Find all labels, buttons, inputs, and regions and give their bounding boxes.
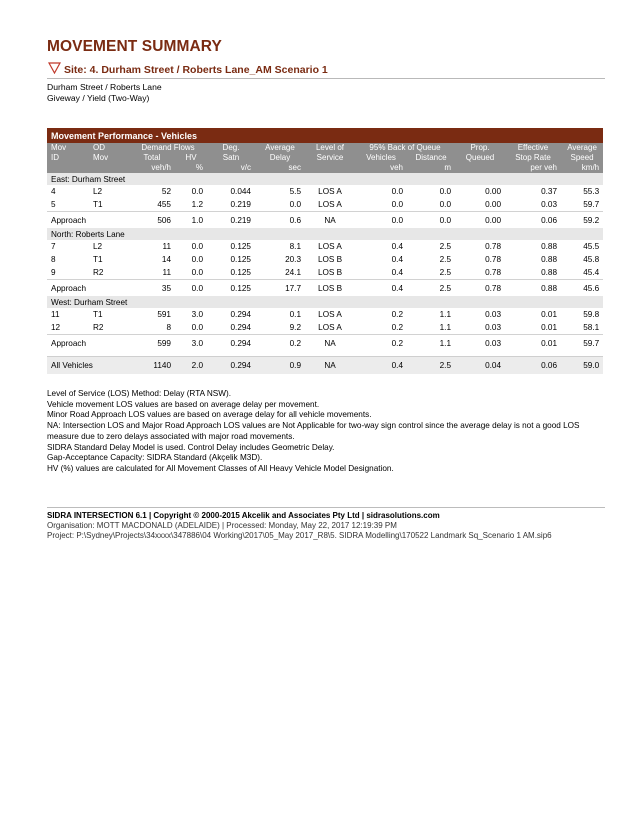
column-header-main: Delay [255, 153, 305, 163]
table-cell: 0.9 [255, 357, 305, 375]
column-header-main: Distance [407, 153, 455, 163]
table-cell: 3.0 [191, 310, 203, 319]
table-cell: 11 [51, 310, 60, 319]
column-header-main: Queued [455, 153, 505, 163]
table-cell: 45.5 [583, 242, 600, 251]
table-cell: NA [305, 357, 355, 375]
column-header-top: Mov [47, 143, 89, 153]
table-cell: 2.5 [439, 242, 451, 251]
table-cell: 3.0 [175, 335, 207, 352]
table-cell: 0.219 [230, 200, 251, 209]
table-cell: 0.4 [391, 242, 403, 251]
table-row [47, 240, 603, 253]
table-cell: 0.0 [289, 200, 301, 209]
table-cell: 17.7 [255, 280, 305, 297]
table-cell: 59.2 [561, 212, 603, 229]
table-cell: 0.88 [541, 268, 557, 277]
table-cell: 8 [51, 255, 56, 264]
table-title: Movement Performance - Vehicles [47, 128, 603, 143]
table-cell: 0.2 [355, 335, 407, 352]
table-cell: L2 [93, 187, 103, 196]
table-cell: 0.125 [230, 268, 251, 277]
note-line: Level of Service (LOS) Method: Delay (RTA NSW). [47, 389, 231, 398]
movement-performance-table [47, 128, 603, 374]
table-cell: 1.2 [191, 200, 203, 209]
table-cell: NA [305, 335, 355, 352]
approach-row [47, 212, 603, 229]
table-row [47, 198, 603, 212]
table-cell: LOS A [318, 310, 342, 319]
table-row [47, 253, 603, 266]
table-cell: 55.3 [583, 187, 600, 196]
report-title: MOVEMENT SUMMARY [47, 38, 222, 55]
table-cell: 1140 [129, 357, 175, 375]
table-cell: T1 [93, 310, 103, 319]
table-cell: Approach [47, 212, 129, 229]
column-unit-header: % [175, 163, 207, 173]
table-cell: 1.1 [407, 335, 455, 352]
table-cell: 0.0 [391, 187, 403, 196]
table-cell: 0.0 [191, 242, 203, 251]
column-unit-header [89, 163, 129, 173]
table-cell: T1 [93, 255, 103, 264]
table-cell: 0.219 [207, 212, 255, 229]
table-cell: 0.88 [541, 242, 557, 251]
note-line: Gap-Acceptance Capacity: SIDRA Standard (Akçelik M3D). [47, 453, 263, 463]
column-unit-header [305, 163, 355, 173]
note-line: SIDRA Standard Delay Model is used. Control Delay includes Geometric Delay. [47, 442, 335, 452]
table-cell: 0.01 [505, 335, 561, 352]
table-cell: 2.5 [439, 255, 451, 264]
table-cell: 11 [162, 268, 171, 277]
column-header-top: Deg. [207, 143, 255, 153]
column-unit-header: per veh [505, 163, 561, 173]
table-cell: 0.0 [439, 200, 451, 209]
table-cell: 0.1 [289, 310, 301, 319]
table-cell: 0.03 [541, 200, 557, 209]
column-unit-header: km/h [561, 163, 603, 173]
table-row [47, 266, 603, 280]
table-cell: T1 [93, 200, 103, 209]
control-type: Giveway / Yield (Two-Way) [47, 93, 150, 103]
table-cell: 0.2 [391, 323, 403, 332]
table-cell: 14 [161, 255, 171, 264]
table-cell: NA [305, 212, 355, 229]
column-unit-header: veh/h [129, 163, 175, 173]
table-cell: 9.2 [289, 323, 301, 332]
table-cell: 455 [157, 200, 171, 209]
column-header-top: Prop. [455, 143, 505, 153]
intersection-name: Durham Street / Roberts Lane [47, 82, 162, 92]
table-cell: 0.78 [485, 255, 501, 264]
column-header-top: Level of [305, 143, 355, 153]
column-header-top: Average [561, 143, 603, 153]
intersection-info [47, 82, 162, 104]
column-header-main: Speed [561, 153, 603, 163]
table-cell: 0.4 [355, 280, 407, 297]
table-cell: 0.4 [391, 268, 403, 277]
column-header-main: Vehicles [355, 153, 407, 163]
table-cell: 20.3 [285, 255, 301, 264]
table-cell: 0.01 [541, 310, 557, 319]
table-cell: 599 [129, 335, 175, 352]
note-line: Vehicle movement LOS values are based on average delay per movement. [47, 399, 320, 409]
table-cell: 7 [51, 242, 56, 251]
column-header-main: ID [47, 153, 89, 163]
table-cell: 1.1 [439, 310, 451, 319]
column-header-main: Mov [89, 153, 129, 163]
table-cell: 45.4 [583, 268, 600, 277]
table-cell: 0.37 [541, 187, 557, 196]
table-cell: 1.0 [175, 212, 207, 229]
table-cell: L2 [93, 242, 103, 251]
table-cell: 5.5 [289, 187, 301, 196]
table-cell: 45.8 [583, 255, 600, 264]
table-cell: 0.125 [230, 242, 251, 251]
table-cell: 0.4 [391, 255, 403, 264]
table-cell: 0.0 [191, 255, 203, 264]
table-cell: 4 [51, 187, 56, 196]
column-unit-header: veh [355, 163, 407, 173]
column-header-main: HV [175, 153, 207, 163]
approach-group-label: East: Durham Street [47, 173, 603, 185]
table-cell: 24.1 [285, 268, 301, 277]
table-cell: 0.4 [355, 357, 407, 375]
triangle-down-icon [48, 62, 61, 74]
column-header-main: Satn [207, 153, 255, 163]
column-header-top: Average [255, 143, 305, 153]
table-cell: 0.04 [455, 357, 505, 375]
table-cell: 0.125 [230, 255, 251, 264]
table-cell: 59.7 [561, 335, 603, 352]
table-cell: 591 [157, 310, 171, 319]
table-cell: 0.044 [230, 187, 251, 196]
table-cell: 2.0 [175, 357, 207, 375]
table-cell: LOS B [317, 268, 343, 277]
table-cell: 506 [129, 212, 175, 229]
table-row [47, 321, 603, 335]
table-cell: 0.03 [485, 323, 501, 332]
table-cell: 0.0 [439, 187, 451, 196]
table-cell: 0.294 [207, 357, 255, 375]
table-cell: 58.1 [583, 323, 600, 332]
table-cell: 0.6 [255, 212, 305, 229]
table-cell: 0.06 [505, 212, 561, 229]
note-line: NA: Intersection LOS and Major Road Approach LOS values are Not Applicable for two-way sign control since the average delay is not a good LOS measure due to zero delays associated with major road movements. [47, 421, 580, 441]
column-header-main: Total [129, 153, 175, 163]
table-cell: 8.1 [289, 242, 301, 251]
table-cell: 8 [166, 323, 171, 332]
table-cell: 0.0 [175, 280, 207, 297]
table-cell: 0.294 [230, 323, 251, 332]
table-cell: 0.00 [485, 187, 501, 196]
site-title: Site: 4. Durham Street / Roberts Lane_AM Scenario 1 [64, 64, 328, 76]
table-cell: 2.5 [407, 280, 455, 297]
table-cell: 2.5 [407, 357, 455, 375]
table-cell: 0.294 [230, 310, 251, 319]
table-cell: LOS B [305, 280, 355, 297]
table-cell: 12 [51, 323, 61, 332]
table-cell: 1.1 [439, 323, 451, 332]
table-cell: R2 [93, 268, 104, 277]
approach-group-label: North: Roberts Lane [47, 228, 603, 240]
table-cell: R2 [93, 323, 104, 332]
column-header-top: Demand Flows [129, 143, 207, 153]
table-cell: 35 [129, 280, 175, 297]
notes [47, 389, 607, 475]
column-unit-header [47, 163, 89, 173]
column-unit-header: m [407, 163, 455, 173]
table-cell: 59.8 [583, 310, 600, 319]
table-cell: 0.00 [485, 200, 501, 209]
table-cell: All Vehicles [47, 357, 129, 375]
table-cell: 52 [161, 187, 171, 196]
table-cell: 0.06 [505, 357, 561, 375]
table-cell: Approach [47, 335, 129, 352]
column-header-top: Effective [505, 143, 561, 153]
footer-brand: SIDRA INTERSECTION 6.1 | Copyright © 2000-2015 Akcelik and Associates Pty Ltd | sidrasolutions.com [47, 511, 440, 520]
table-cell: 0.78 [485, 242, 501, 251]
table-cell: 0.0 [391, 200, 403, 209]
table-cell: 0.0 [355, 212, 407, 229]
note-line: Minor Road Approach LOS values are based on average delay for all vehicle movements. [47, 410, 372, 420]
table-cell: 59.7 [583, 200, 600, 209]
table-cell: 59.0 [561, 357, 603, 375]
table-cell: 0.2 [255, 335, 305, 352]
approach-group-label: West: Durham Street [47, 296, 603, 308]
table-cell: LOS B [317, 255, 343, 264]
table-cell: 11 [162, 242, 171, 251]
table-cell: LOS A [318, 187, 342, 196]
table-cell: Approach [47, 280, 129, 297]
table-cell: 0.00 [455, 212, 505, 229]
column-unit-header: sec [255, 163, 305, 173]
note-line: HV (%) values are calculated for All Movement Classes of All Heavy Vehicle Model Designation. [47, 463, 394, 473]
report-footer [47, 507, 605, 541]
table-cell: 0.0 [407, 212, 455, 229]
table-cell: 0.03 [485, 310, 501, 319]
table-cell: 0.88 [541, 255, 557, 264]
table-row [47, 185, 603, 198]
table-cell: 0.78 [485, 268, 501, 277]
footer-organisation: Organisation: MOTT MACDONALD (ADELAIDE) | Processed: Monday, May 22, 2017 12:19:39 PM [47, 521, 397, 530]
footer-project: Project: P:\Sydney\Projects\34xxxx\347886\04 Working\2017\05_May 2017_R8\5. SIDRA Modelling\170522 Landmark Sq_Scenario 1 AM.sip6 [47, 531, 552, 540]
column-header-top: 95% Back of Queue [355, 143, 455, 153]
column-unit-header: v/c [207, 163, 255, 173]
table-cell: 0.78 [455, 280, 505, 297]
table-cell: 0.03 [455, 335, 505, 352]
table-cell: LOS A [318, 200, 342, 209]
table-row [47, 308, 603, 321]
site-heading [47, 62, 605, 79]
column-header-main: Service [305, 153, 355, 163]
table-cell: 0.01 [541, 323, 557, 332]
table-cell: 45.6 [561, 280, 603, 297]
table-cell: 0.294 [207, 335, 255, 352]
table-cell: 9 [51, 268, 56, 277]
column-header-main: Stop Rate [505, 153, 561, 163]
table-cell: 0.0 [191, 187, 203, 196]
column-header-top: OD [89, 143, 129, 153]
table-cell: LOS A [318, 323, 342, 332]
table-cell: 0.0 [191, 268, 203, 277]
table-cell: 0.88 [505, 280, 561, 297]
table-cell: 0.2 [391, 310, 403, 319]
table-cell: 2.5 [439, 268, 451, 277]
approach-row [47, 335, 603, 352]
table-cell: 0.0 [191, 323, 203, 332]
table-cell: 0.125 [207, 280, 255, 297]
all-vehicles-row [47, 357, 603, 375]
table-cell: 5 [51, 200, 56, 209]
approach-row [47, 280, 603, 297]
table-cell: LOS A [318, 242, 342, 251]
column-unit-header [455, 163, 505, 173]
